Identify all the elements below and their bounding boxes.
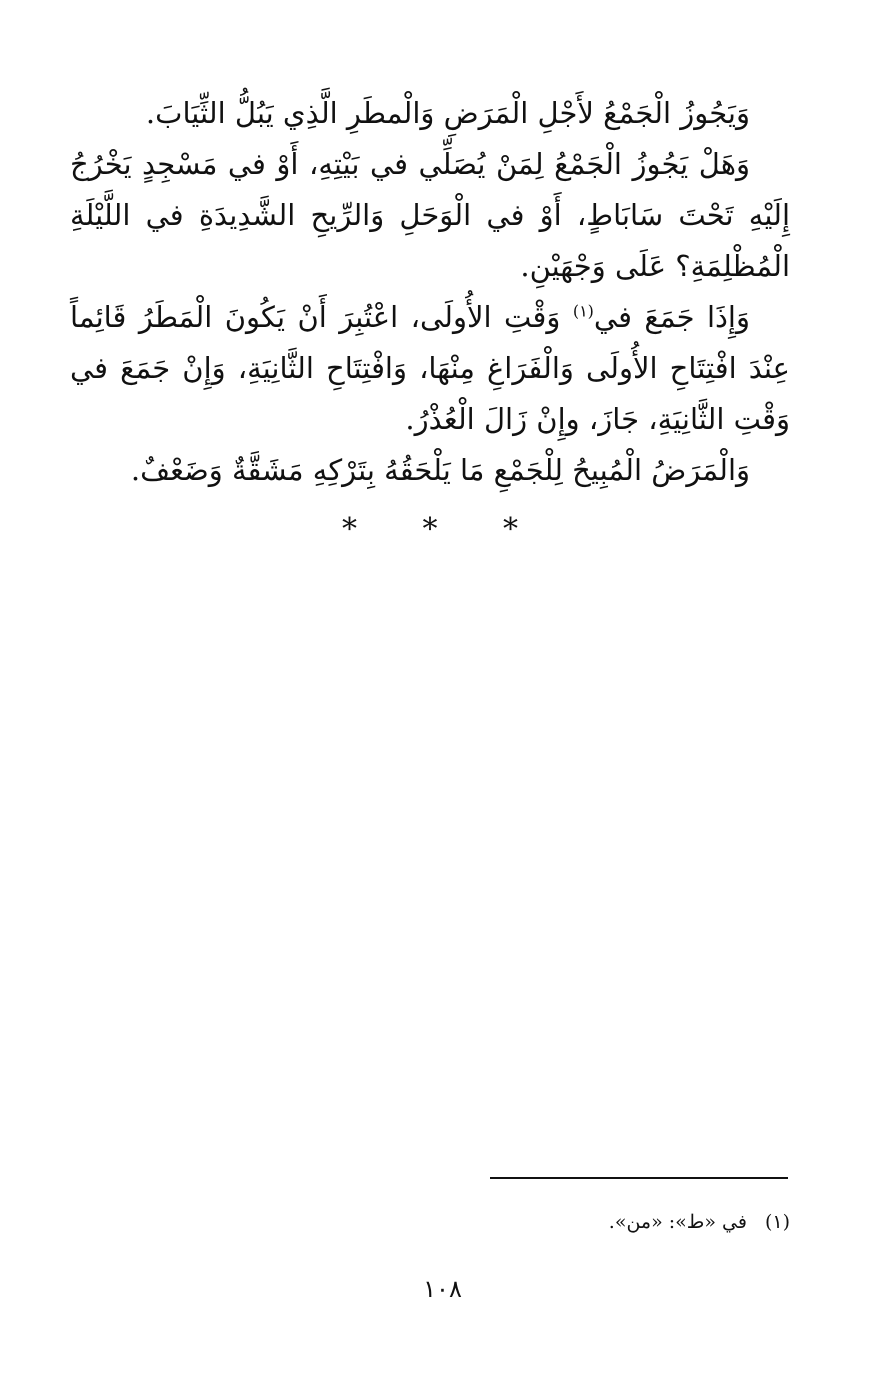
footnote-number: (١) bbox=[764, 1211, 790, 1233]
paragraph-1 bbox=[70, 88, 790, 139]
footnote bbox=[609, 1208, 790, 1236]
paragraph-3-text-start: وَإِذَا جَمَعَ في bbox=[593, 300, 750, 334]
footnote-reference[interactable]: (١) bbox=[572, 301, 594, 321]
section-separator: * * * bbox=[341, 512, 547, 547]
footnote-divider bbox=[490, 1177, 788, 1179]
paragraph-2-text: وَهَلْ يَجُوزُ الْجَمْعُ لِمَنْ يُصَلِّي في بَيْتِهِ، أَوْ في مَسْجِدٍ يَخْرُجُ إِلَيْهِ تَحْتَ سَابَاطٍ، أَوْ في الْوَحَلِ وَالرِّيحِ الشَّدِيدَةِ في اللَّيْلَةِ الْمُظْلِمَةِ؟ عَلَى وَجْهَيْنِ. bbox=[70, 147, 790, 283]
paragraph-4 bbox=[70, 445, 790, 496]
paragraph-2 bbox=[70, 139, 790, 292]
paragraph-1-text: وَيَجُوزُ الْجَمْعُ لأَجْلِ الْمَرَضِ وَالْمطَرِ الَّذِي يَبُلُّ الثِّيَابَ. bbox=[145, 96, 750, 130]
page-number: ١٠٨ bbox=[423, 1275, 462, 1303]
paragraph-3 bbox=[70, 292, 790, 445]
paragraph-4-text: وَالْمَرَضُ الْمُبِيحُ لِلْجَمْعِ مَا يَلْحَقُهُ بِتَرْكِهِ مَشَقَّةٌ وَضَعْفٌ. bbox=[130, 453, 750, 487]
main-text bbox=[70, 88, 790, 555]
paragraph-3-text-end: وَقْتِ الأُولَى، اعْتُبِرَ أَنْ يَكُونَ الْمَطَرُ قَائِماً عِنْدَ افْتِتَاحِ الأُولَى وَالْفَرَاغِ مِنْهَا، وَافْتِتَاحِ الثَّانِيَةِ، وَإِنْ جَمَعَ في وَقْتِ الثَّانِيَةِ، جَازَ، وإِنْ زَالَ الْعُذْرُ. bbox=[70, 300, 790, 436]
footnote-text: في «ط»: «من». bbox=[608, 1211, 747, 1233]
